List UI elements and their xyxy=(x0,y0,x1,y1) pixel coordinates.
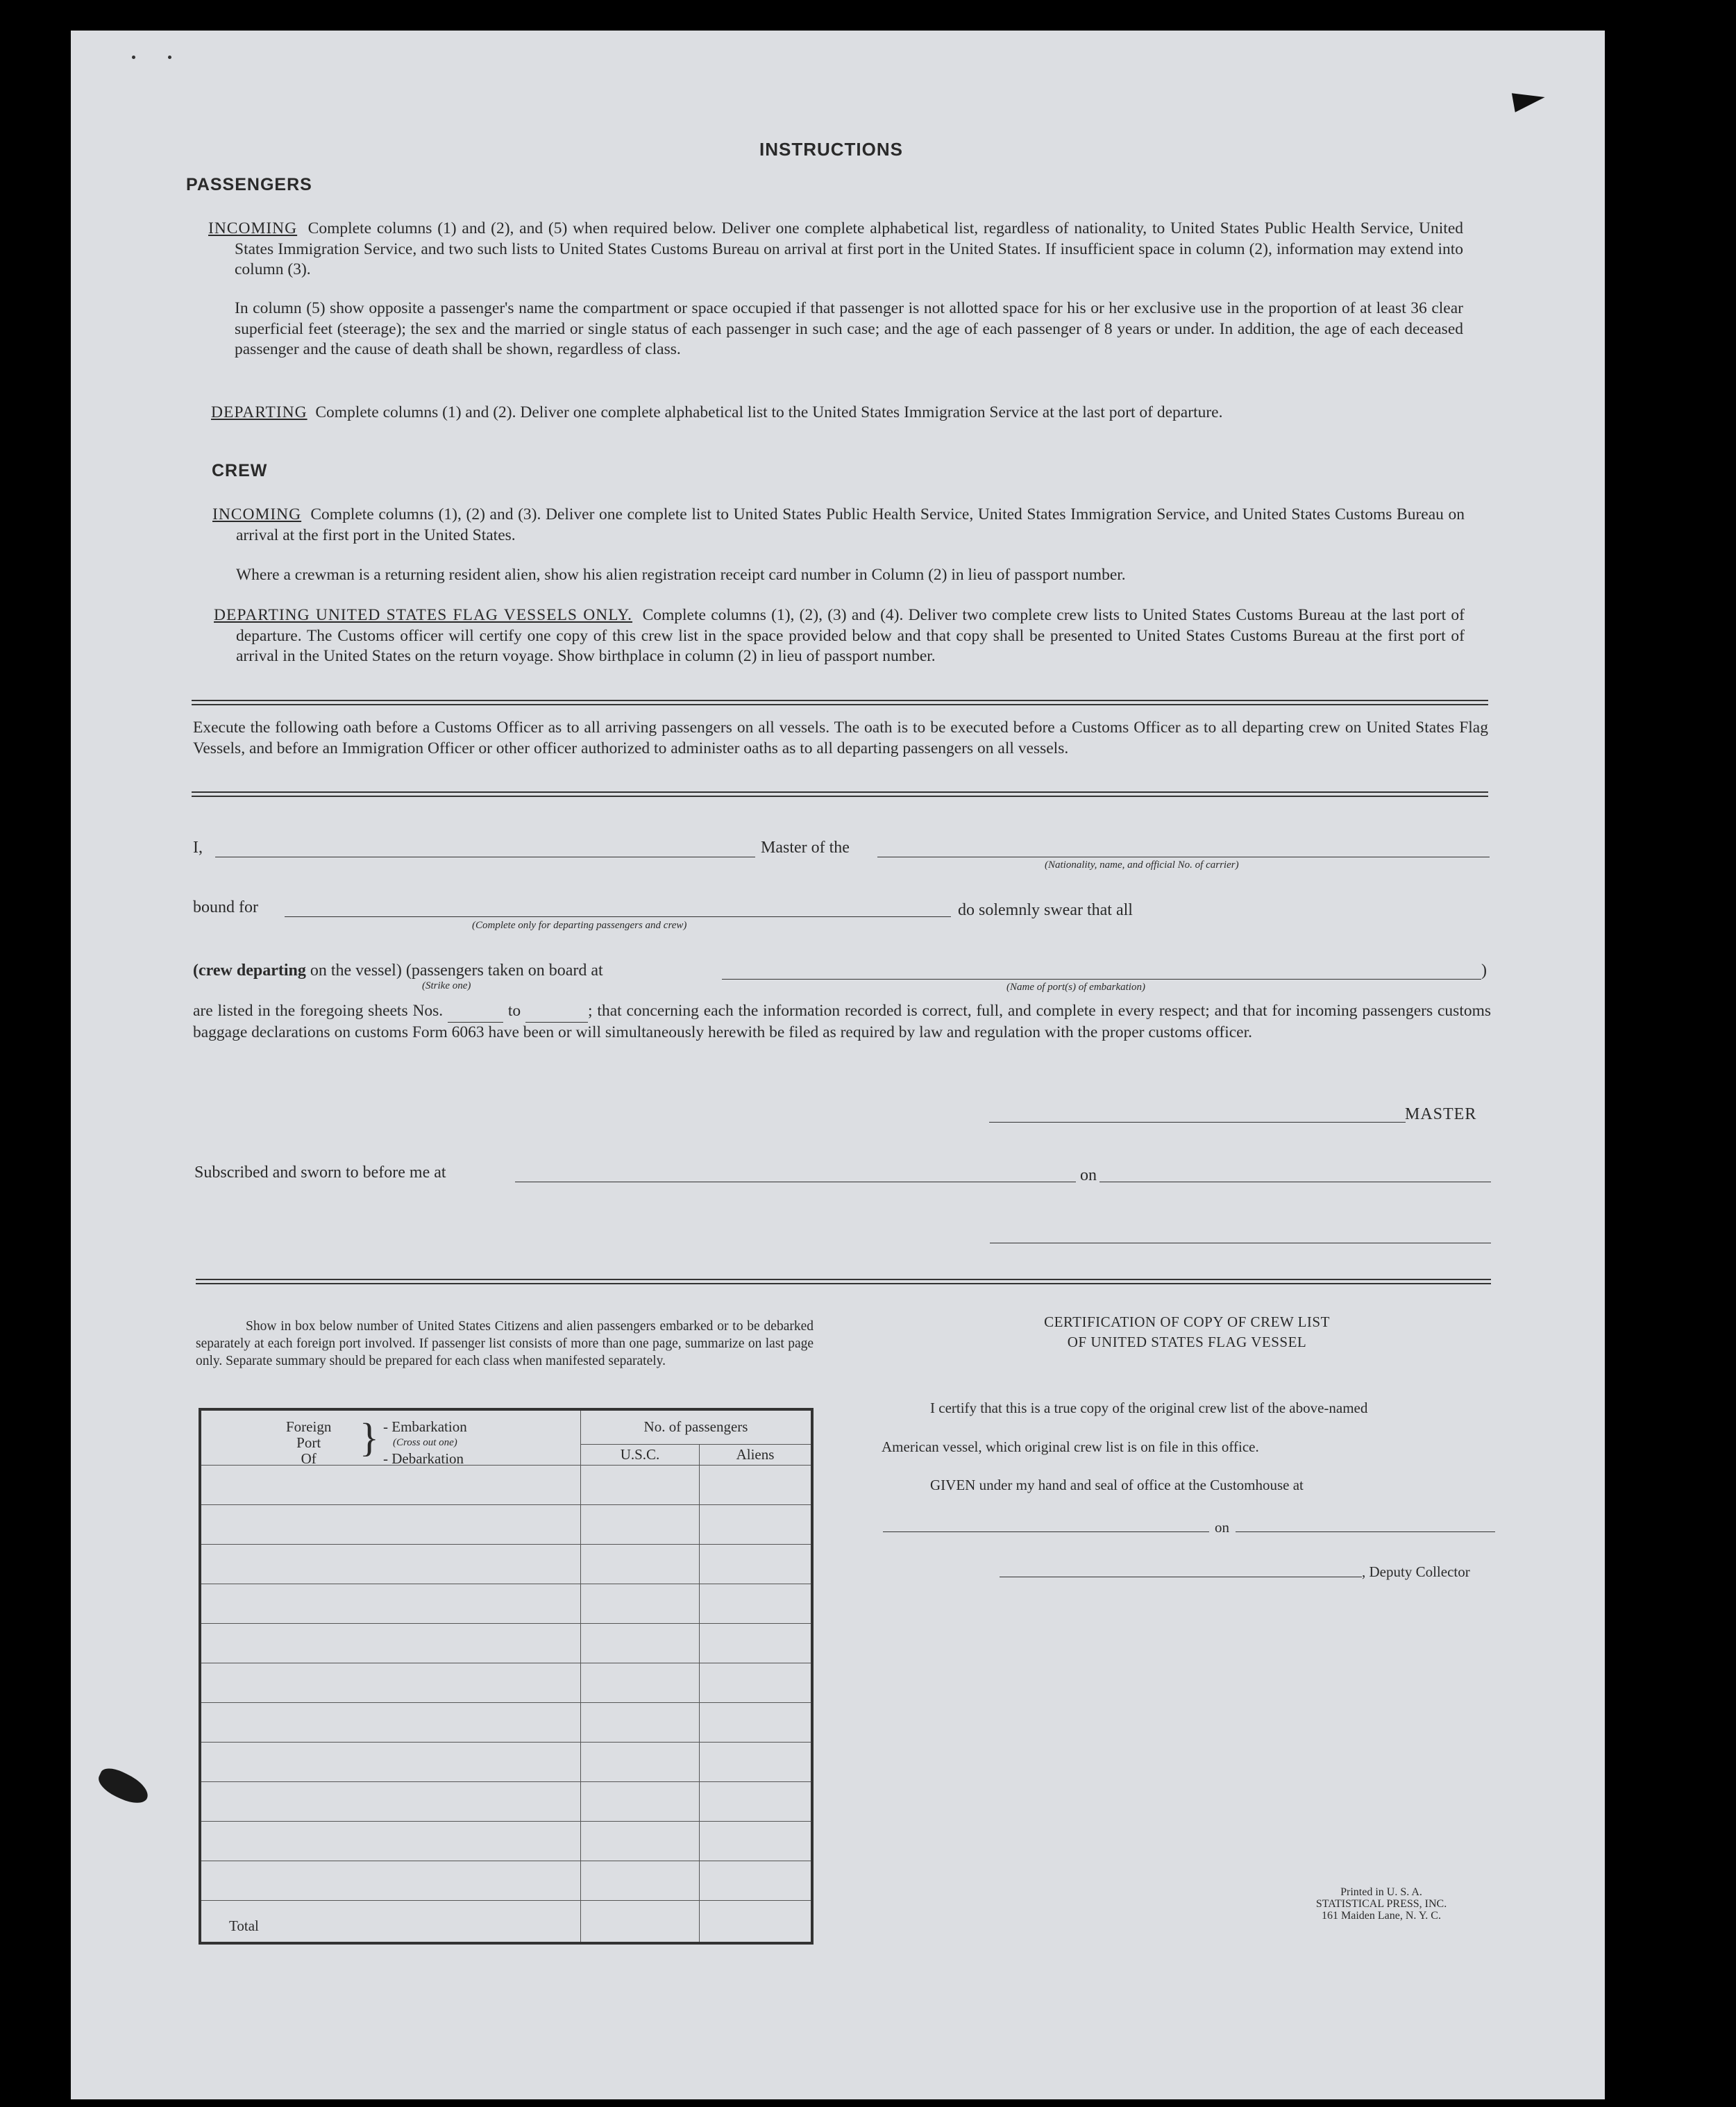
printer-imprint xyxy=(1277,1886,1485,1922)
crew-departing-text: Complete columns (1), (2), (3) and (4). Deliver two complete crew lists to United States Customs Bureau at the last port of departure. The Customs officer will certify one copy of this crew list in the space provided below and that copy shall be presented to United States Customs Bureau at the first port of arrival in the United States on the return voyage. Show birthplace in column (2) in lieu of passport number. xyxy=(236,606,1465,665)
crew-incoming-block xyxy=(212,505,1465,546)
listed-post: ; that concerning each the information recorded is correct, full, and complete in every respect; and that for incoming passengers customs baggage declarations on customs Form 6063 have been or will simultaneously herewith be filed as required by law and regulation with the proper customs officer. xyxy=(193,1002,1492,1041)
certification-heading xyxy=(902,1312,1472,1352)
summary-port-cell[interactable] xyxy=(200,1465,581,1504)
close-paren: ) xyxy=(1481,962,1487,980)
summary-aliens-cell[interactable] xyxy=(700,1504,813,1544)
crew-departing-label: DEPARTING UNITED STATES FLAG VESSELS ONLY. xyxy=(214,606,633,624)
summary-aliens-cell[interactable] xyxy=(700,1781,813,1821)
foreign-word: Foreign xyxy=(286,1418,332,1435)
passenger-summary-table xyxy=(199,1408,814,1945)
no-of-passengers-header: No. of passengers xyxy=(581,1409,813,1444)
swear-text: do solemnly swear that all xyxy=(958,901,1133,919)
total-aliens-cell[interactable] xyxy=(700,1900,813,1943)
crew-departing-text: (crew departing xyxy=(193,962,306,980)
sheet-from-field[interactable] xyxy=(448,1001,503,1023)
summary-row xyxy=(200,1781,812,1821)
passengers-departing-text: Complete columns (1) and (2). Deliver one complete alphabetical list to the United States Immigration Service at the last port of departure. xyxy=(315,403,1223,421)
summary-port-cell[interactable] xyxy=(200,1623,581,1663)
passengers-departing-block xyxy=(211,403,1463,423)
carrier-caption: (Nationality, name, and official No. of carrier) xyxy=(1045,859,1239,871)
divider xyxy=(192,791,1488,797)
summary-row xyxy=(200,1742,812,1781)
foreign-port-label xyxy=(286,1419,331,1467)
bound-for-label: bound for xyxy=(193,898,258,916)
debarkation-label[interactable]: - Debarkation xyxy=(383,1450,464,1467)
listed-paragraph xyxy=(193,1001,1491,1043)
certification-text-2: American vessel, which original crew list is on file in this office. xyxy=(882,1438,1259,1455)
summary-aliens-cell[interactable] xyxy=(700,1465,813,1504)
page-title: INSTRUCTIONS xyxy=(759,139,903,160)
total-row xyxy=(200,1900,812,1943)
summary-port-cell[interactable] xyxy=(200,1584,581,1623)
summary-aliens-cell[interactable] xyxy=(700,1702,813,1742)
master-of-the-label: Master of the xyxy=(761,839,850,857)
cross-out-caption: (Cross out one) xyxy=(393,1437,457,1448)
certification-on-label: on xyxy=(1215,1519,1229,1536)
on-the-vessel-text: on the vessel) xyxy=(305,962,402,980)
crew-incoming-label: INCOMING xyxy=(212,505,302,523)
summary-aliens-cell[interactable] xyxy=(700,1663,813,1702)
bound-for-field[interactable] xyxy=(285,916,951,917)
summary-usc-cell[interactable] xyxy=(581,1584,700,1623)
to-label: to xyxy=(507,1002,521,1020)
summary-port-cell[interactable] xyxy=(200,1663,581,1702)
bound-for-caption: (Complete only for departing passengers and crew) xyxy=(472,920,687,931)
summary-row xyxy=(200,1821,812,1861)
passengers-incoming-block xyxy=(208,219,1463,280)
listed-pre: are listed in the foregoing sheets Nos. xyxy=(193,1002,444,1020)
summary-aliens-cell[interactable] xyxy=(700,1623,813,1663)
summary-row xyxy=(200,1702,812,1742)
crew-incoming-text: Complete columns (1), (2) and (3). Deliver one complete list to United States Public Health Service, United States Immigration Service, and United States Customs Bureau on arrival at the first port in the United States. xyxy=(236,505,1465,544)
summary-aliens-cell[interactable] xyxy=(700,1584,813,1623)
divider xyxy=(196,1279,1491,1284)
summary-port-cell[interactable] xyxy=(200,1504,581,1544)
embark-options xyxy=(383,1419,467,1467)
summary-row xyxy=(200,1584,812,1623)
port-word: Port xyxy=(296,1434,321,1451)
passengers-column5-text: In column (5) show opposite a passenger's name the compartment or space occupied if that passenger is not allotted space for his or her exclusive use in the proportion of at least 36 clear superficial feet (steerage); the sex and the married or single status of each passenger in such case; and the age of each passenger of 8 years or under. In addition, the age of each deceased passenger and the cause of death shall be shown, regardless of class. xyxy=(235,299,1463,358)
summary-usc-cell[interactable] xyxy=(581,1504,700,1544)
imprint-line-1: Printed in U. S. A. xyxy=(1340,1886,1422,1898)
certification-text-3: GIVEN under my hand and seal of office at the Customhouse at xyxy=(930,1477,1304,1493)
strike-one-line xyxy=(193,962,603,980)
summary-port-cell[interactable] xyxy=(200,1781,581,1821)
summary-usc-cell[interactable] xyxy=(581,1742,700,1781)
summary-row xyxy=(200,1544,812,1584)
summary-usc-cell[interactable] xyxy=(581,1861,700,1900)
summary-usc-cell[interactable] xyxy=(581,1544,700,1584)
divider xyxy=(192,700,1488,705)
subscribed-on-label: on xyxy=(1080,1166,1097,1184)
of-word: Of xyxy=(301,1450,317,1467)
summary-usc-cell[interactable] xyxy=(581,1781,700,1821)
summary-port-cell[interactable] xyxy=(200,1821,581,1861)
summary-aliens-cell[interactable] xyxy=(700,1861,813,1900)
summary-usc-cell[interactable] xyxy=(581,1663,700,1702)
sheet-to-field[interactable] xyxy=(525,1001,588,1023)
crew-heading: CREW xyxy=(212,461,268,480)
summary-instruction: Show in box below number of United States Citizens and alien passengers embarked or to be debarked separately at each foreign port involved. If passenger list consists of more than one page, summarize on last page only. Separate summary should be prepared for each class when manifested separately. xyxy=(196,1319,814,1368)
passengers-incoming-label: INCOMING xyxy=(208,219,298,237)
subscribed-label: Subscribed and sworn to before me at xyxy=(194,1164,446,1182)
passengers-incoming-text: Complete columns (1) and (2), and (5) when required below. Deliver one complete alphabetical list, regardless of nationality, to United States Public Health Service, United States Immigration Service, and two such lists to United States Customs Bureau on arrival at first port in the United States. If insufficient space in column (2), information may extend into column (3). xyxy=(235,219,1463,278)
summary-row xyxy=(200,1465,812,1504)
master-signature-field[interactable] xyxy=(989,1122,1406,1123)
summary-aliens-cell[interactable] xyxy=(700,1742,813,1781)
summary-port-cell[interactable] xyxy=(200,1702,581,1742)
summary-row xyxy=(200,1663,812,1702)
embarkation-port-field[interactable] xyxy=(722,979,1481,980)
deputy-collector-label: , Deputy Collector xyxy=(1362,1563,1470,1580)
summary-rows xyxy=(200,1465,812,1900)
brace-icon: } xyxy=(360,1415,379,1460)
total-label: Total xyxy=(200,1900,581,1943)
certification-heading-1: CERTIFICATION OF COPY OF CREW LIST xyxy=(1044,1313,1330,1330)
summary-usc-cell[interactable] xyxy=(581,1821,700,1861)
strike-one-caption: (Strike one) xyxy=(422,980,471,991)
summary-usc-cell[interactable] xyxy=(581,1623,700,1663)
passengers-departing-label: DEPARTING xyxy=(211,403,307,421)
oath-i-label: I, xyxy=(193,839,203,857)
imprint-line-3: 161 Maiden Lane, N. Y. C. xyxy=(1322,1910,1441,1922)
usc-header: U.S.C. xyxy=(581,1444,700,1465)
summary-row xyxy=(200,1504,812,1544)
imprint-line-2: STATISTICAL PRESS, INC. xyxy=(1315,1898,1447,1910)
passengers-taken-text: (passengers taken on board at xyxy=(405,962,603,980)
scan-speck xyxy=(168,56,171,59)
summary-aliens-cell[interactable] xyxy=(700,1544,813,1584)
certification-heading-2: OF UNITED STATES FLAG VESSEL xyxy=(1067,1334,1307,1350)
summary-usc-cell[interactable] xyxy=(581,1465,700,1504)
port-header-cell xyxy=(200,1409,581,1465)
oath-instruction: Execute the following oath before a Customs Officer as to all arriving passengers on all vessels. The oath is to be executed before a Customs Officer as to all departing crew on United States Flag Vessels, and before an Immigration Officer or other officer authorized to administer oaths as to all departing passengers on all vessels. xyxy=(193,719,1488,757)
crew-departing-block xyxy=(214,605,1465,667)
summary-row xyxy=(200,1623,812,1663)
summary-port-cell[interactable] xyxy=(200,1544,581,1584)
passengers-heading: PASSENGERS xyxy=(186,175,312,194)
summary-port-cell[interactable] xyxy=(200,1742,581,1781)
crew-resident-text: Where a crewman is a returning resident alien, show his alien registration receipt card number in Column (2) in lieu of passport number. xyxy=(236,566,1126,584)
certification-text-1: I certify that this is a true copy of the original crew list of the above-named xyxy=(930,1400,1368,1416)
summary-usc-cell[interactable] xyxy=(581,1702,700,1742)
aliens-header: Aliens xyxy=(700,1444,813,1465)
summary-row xyxy=(200,1861,812,1900)
ports-caption: (Name of port(s) of embarkation) xyxy=(1006,982,1145,993)
summary-aliens-cell[interactable] xyxy=(700,1821,813,1861)
scan-speck xyxy=(132,56,135,59)
customhouse-field[interactable] xyxy=(883,1531,1209,1532)
master-label: MASTER xyxy=(1405,1105,1477,1123)
total-usc-cell[interactable] xyxy=(581,1900,700,1943)
embarkation-label[interactable]: - Embarkation xyxy=(383,1418,467,1435)
certification-date-field[interactable] xyxy=(1236,1531,1495,1532)
summary-port-cell[interactable] xyxy=(200,1861,581,1900)
